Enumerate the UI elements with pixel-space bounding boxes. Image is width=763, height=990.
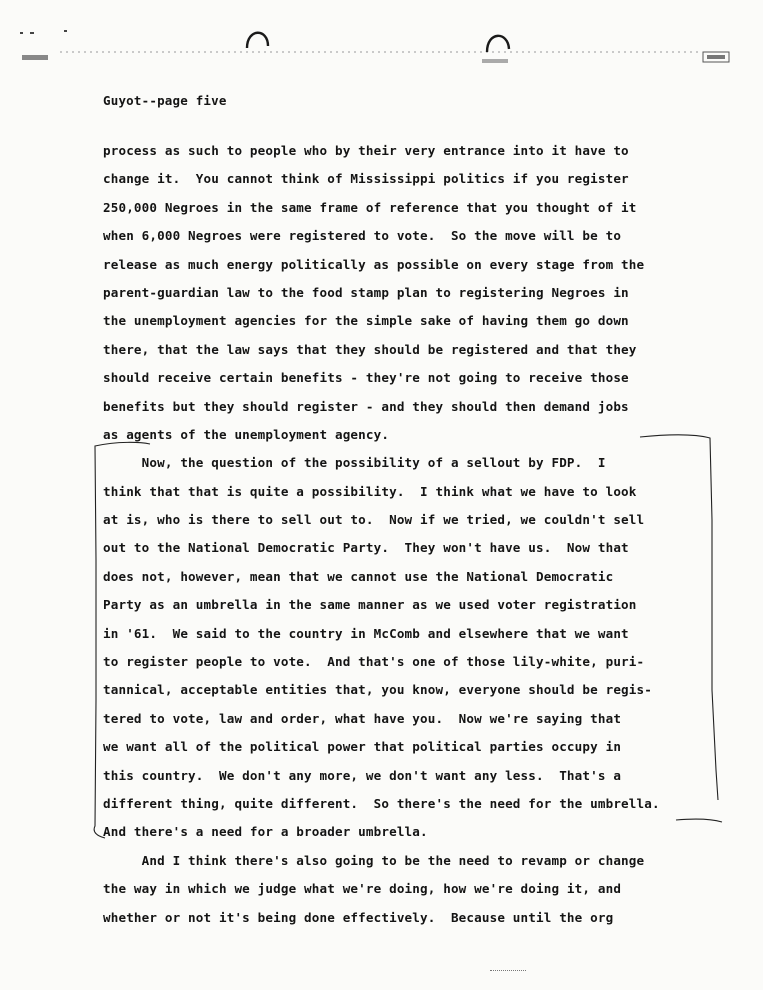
text-line: at is, who is there to sell out to. Now if we tried, we couldn't sell <box>103 512 645 528</box>
text-line: And there's a need for a broader umbrella. <box>103 824 428 840</box>
binder-hole-left <box>247 33 268 48</box>
text-line: change it. You cannot think of Mississippi politics if you register <box>103 171 629 187</box>
text-line: should receive certain benefits - they're not going to receive those <box>103 370 629 386</box>
text-line: Now, the question of the possibility of a sellout by FDP. I <box>103 455 606 471</box>
text-line: tered to vote, law and order, what have you. Now we're saying that <box>103 710 622 726</box>
text-line: we want all of the political power that political parties occupy in <box>103 739 622 755</box>
text-line: this country. We don't any more, we don't want any less. That's a <box>103 767 622 783</box>
document-body <box>103 137 713 932</box>
text-line: when 6,000 Negroes were registered to vote. So the move will be to <box>103 228 622 244</box>
page-header: Guyot--page five <box>103 93 227 108</box>
text-line: in '61. We said to the country in McComb and elsewhere that we want <box>103 625 629 641</box>
text-line: release as much energy politically as possible on every stage from the <box>103 256 645 272</box>
text-line: the way in which we judge what we're doing, how we're doing it, and <box>103 881 622 897</box>
text-line: out to the National Democratic Party. They won't have us. Now that <box>103 540 629 556</box>
text-line: parent-guardian law to the food stamp plan to registering Negroes in <box>103 284 629 300</box>
top-right-stamp <box>703 52 729 62</box>
text-line: think that that is quite a possibility. I think what we have to look <box>103 483 637 499</box>
text-line: benefits but they should register - and they should then demand jobs <box>103 398 629 414</box>
text-line: the unemployment agencies for the simple sake of having them go down <box>103 313 629 329</box>
text-line: tannical, acceptable entities that, you know, everyone should be regis- <box>103 682 652 698</box>
text-line: Party as an umbrella in the same manner as we used voter registration <box>103 597 637 613</box>
top-center-smudge <box>482 59 508 63</box>
text-line: as agents of the unemployment agency. <box>103 426 390 442</box>
text-line: whether or not it's being done effectively. Because until the org <box>103 909 614 925</box>
text-line: does not, however, mean that we cannot use the National Democratic <box>103 568 614 584</box>
footer-scan-mark <box>490 970 526 973</box>
text-line: different thing, quite different. So there's the need for the umbrella. <box>103 795 660 811</box>
text-line: to register people to vote. And that's one of those lily-white, puri- <box>103 654 645 670</box>
top-left-scan-marks <box>20 30 67 60</box>
text-line: And I think there's also going to be the need to revamp or change <box>103 852 645 868</box>
text-line: there, that the law says that they should be registered and that they <box>103 341 637 357</box>
text-line: process as such to people who by their very entrance into it have to <box>103 143 629 158</box>
binder-hole-right <box>487 36 509 52</box>
text-line: 250,000 Negroes in the same frame of reference that you thought of it <box>103 199 637 215</box>
